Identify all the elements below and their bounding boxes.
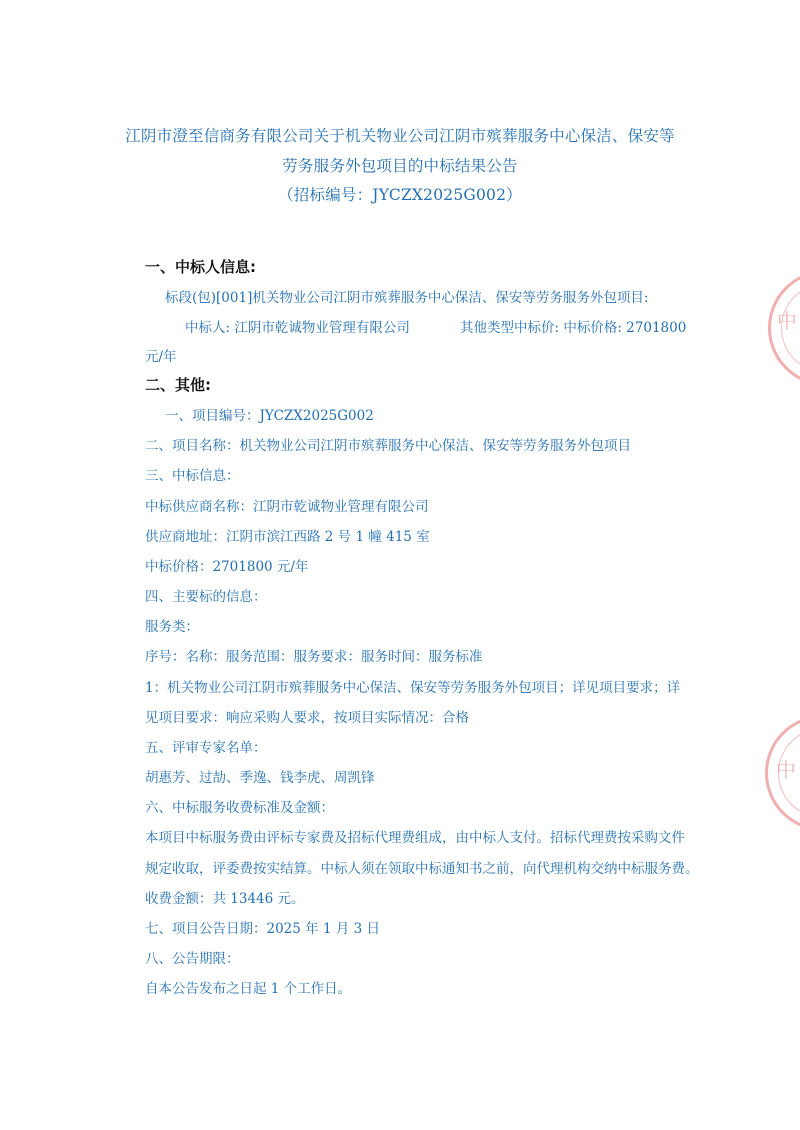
body-line: 三、中标信息： xyxy=(145,468,240,484)
body-line: 收费金额：共 13446 元。 xyxy=(145,891,305,907)
body-line: 规定收取，评委费按实结算。中标人须在领取中标通知书之前，向代理机构交纳中标服务费。 xyxy=(145,861,699,877)
body-line: 四、主要标的信息： xyxy=(145,589,267,605)
winner-price-unit: 元/年 xyxy=(145,349,177,365)
lot-line: 标段(包)[001]机关物业公司江阴市殡葬服务中心保洁、保安等劳务服务外包项目: xyxy=(165,290,649,306)
body-line: 五、评审专家名单： xyxy=(145,740,267,756)
body-line: 八、公告期限： xyxy=(145,951,240,967)
body-line: 见项目要求：响应采购人要求，按项目实际情况：合格 xyxy=(145,710,469,726)
title-line-1: 江阴市澄至信商务有限公司关于机关物业公司江阴市殡葬服务中心保洁、保安等 xyxy=(125,127,675,145)
body-line: 1：机关物业公司江阴市殡葬服务中心保洁、保安等劳务服务外包项目；详见项目要求；详 xyxy=(145,680,681,696)
body-line: 序号：名称：服务范围：服务要求：服务时间：服务标准 xyxy=(145,649,483,665)
section-winner-heading: 一、中标人信息: xyxy=(145,258,256,276)
title-line-2: 劳务服务外包项目的中标结果公告 xyxy=(282,157,518,175)
seal-stamp-top: 中 xyxy=(768,270,800,386)
body-line: 六、中标服务收费标准及金额： xyxy=(145,800,334,816)
body-line: 胡惠芳、过劼、季逸、钱李虎、周凯锋 xyxy=(145,770,375,786)
seal-stamp-bottom: 中 xyxy=(765,715,800,831)
body-line: 自本公告发布之日起 1 个工作日。 xyxy=(145,981,352,997)
winner-price: 其他类型中标价: 中标价格: 2701800 xyxy=(460,320,687,336)
body-line: 本项目中标服务费由评标专家费及招标代理费组成，由中标人支付。招标代理费按采购文件 xyxy=(145,830,685,846)
body-line: 中标供应商名称：江阴市乾诚物业管理有限公司 xyxy=(145,499,429,515)
tender-number: （招标编号：JYCZX2025G002） xyxy=(278,186,522,204)
winner-name: 中标人: 江阴市乾诚物业管理有限公司 xyxy=(185,320,410,336)
section-other-heading: 二、其他: xyxy=(145,376,211,394)
body-line: 一、项目编号：JYCZX2025G002 xyxy=(165,408,374,424)
body-line: 七、项目公告日期：2025 年 1 月 3 日 xyxy=(145,921,380,937)
body-line: 二、项目名称：机关物业公司江阴市殡葬服务中心保洁、保安等劳务服务外包项目 xyxy=(145,438,631,454)
body-line: 中标价格：2701800 元/年 xyxy=(145,559,309,575)
body-line: 服务类： xyxy=(145,619,199,635)
body-line: 供应商地址：江阴市滨江西路 2 号 1 幢 415 室 xyxy=(145,529,430,545)
